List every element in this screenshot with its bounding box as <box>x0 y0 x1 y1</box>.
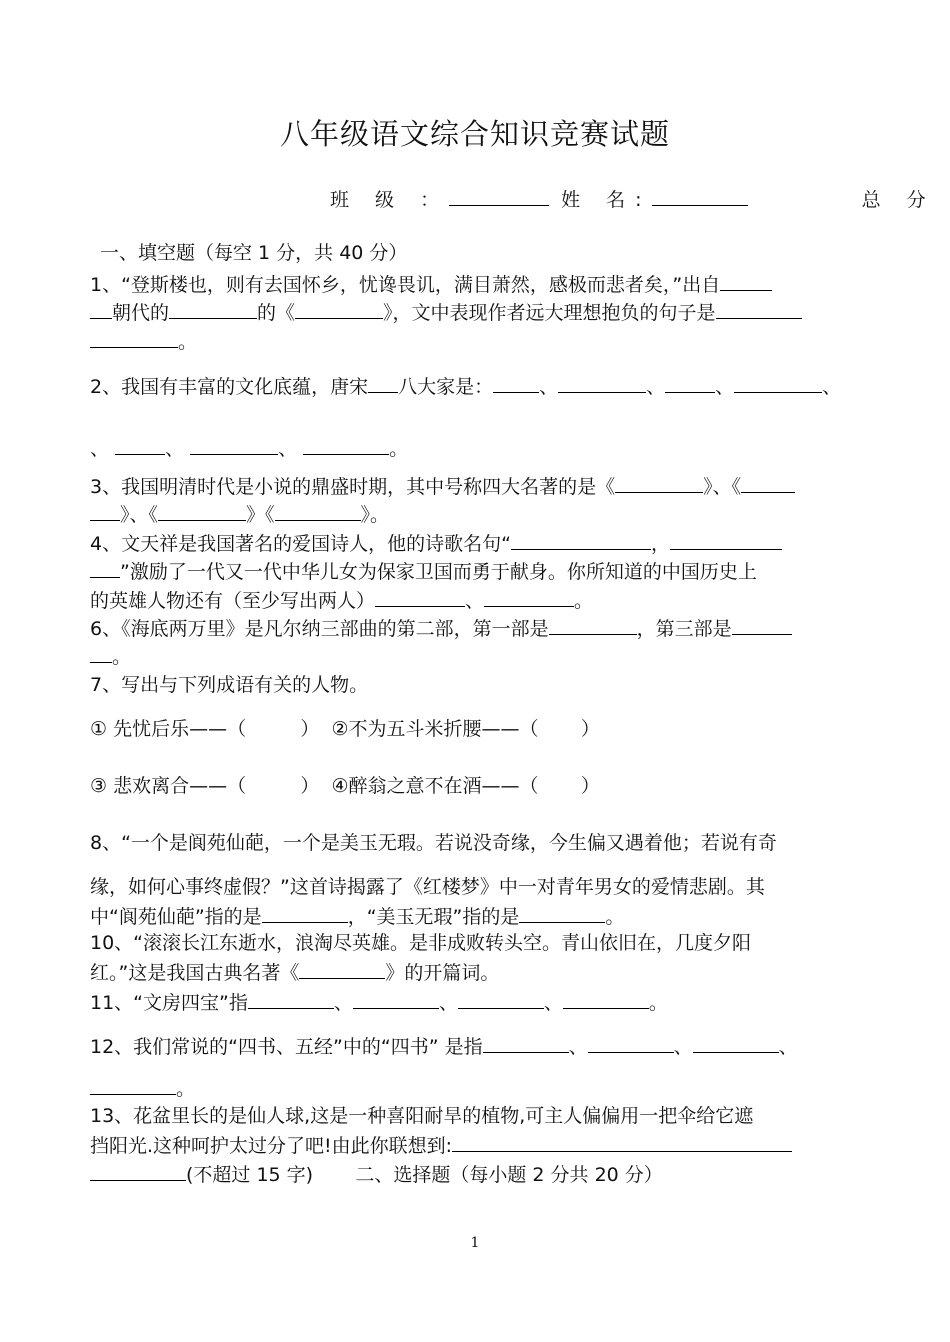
answer-blank <box>741 472 795 493</box>
name-label: 姓 名: <box>561 189 652 211</box>
class-label: 班 级 ： <box>330 189 450 211</box>
answer-blank <box>493 372 539 393</box>
q8-line-1: 8、“一个是阆苑仙葩，一个是美玉无瑕。若说没奇缘，今生偏又遇着他；若说有奇 <box>90 832 777 854</box>
answer-blank <box>519 902 605 923</box>
q2-line-2: 、 、 、 。 <box>90 434 862 462</box>
q1-text: 1、“登斯楼也，则有去国怀乡，忧谗畏讥，满目萧然，感极而悲者矣，”出自 <box>90 273 721 296</box>
answer-blank <box>693 1032 779 1053</box>
answer-blank <box>262 902 348 923</box>
q13-line-2 <box>90 1131 862 1159</box>
q4-text: ”激励了一代又一代中华儿女为保家卫国而勇于献身。你所知道的中国历史上 <box>120 560 757 583</box>
q1-text: 》，文中表现作者远大理想抱负的句子是 <box>383 301 716 324</box>
q12-line-1: 12、我们常说的“四书、五经”中的“四书” 是指 、 、 、 <box>90 1032 862 1060</box>
q10-line-2 <box>90 958 862 986</box>
q2-line-1: 2、我国有丰富的文化底蕴，唐宋 八大家是： 、 、 、 、 <box>90 372 862 400</box>
student-info-row <box>330 185 936 212</box>
q1-line-2 <box>90 298 862 326</box>
answer-blank <box>275 500 361 521</box>
answer-blank <box>720 270 772 291</box>
answer-blank <box>511 529 651 550</box>
q2-text: 八大家是： <box>398 375 494 398</box>
score-label: 总 分 <box>861 189 936 211</box>
answer-blank <box>732 614 792 635</box>
answer-blank <box>248 988 334 1009</box>
q13-line-3 <box>90 1160 862 1188</box>
q1-text: 的《 <box>257 301 296 324</box>
q1-text: 。 <box>178 330 198 353</box>
answer-blank <box>375 586 465 607</box>
class-blank <box>449 185 549 206</box>
answer-blank <box>115 434 165 455</box>
answer-blank <box>169 298 257 319</box>
answer-blank <box>734 372 822 393</box>
answer-blank <box>90 298 112 319</box>
q12-text: 12、我们常说的“四书、五经”中的“四书” 是指 <box>90 1035 483 1058</box>
q1-text: 朝代的 <box>112 301 170 324</box>
answer-blank <box>90 327 178 348</box>
q4-line-2 <box>90 557 862 585</box>
answer-blank <box>458 988 544 1009</box>
answer-blank <box>353 988 439 1009</box>
q2-text: 。 <box>389 437 409 460</box>
section-heading-2: 二、选择题（每小题 2 分共 20 分） <box>355 1163 663 1186</box>
q1-line-3 <box>90 327 862 355</box>
q6-text: 6、《海底两万里》是凡尔纳三部曲的第二部，第一部是 <box>90 617 549 640</box>
section-heading-1: 一、填空题（每空 1 分，共 40 分） <box>100 242 408 264</box>
answer-blank <box>90 500 120 521</box>
answer-blank <box>716 298 802 319</box>
q3-text: 》、《 <box>703 475 742 498</box>
answer-blank <box>303 434 389 455</box>
q4-line-3: 的英雄人物还有（至少写出两人） 、 。 <box>90 586 862 614</box>
q10-text: 红。”这是我国古典名著《 <box>90 961 300 984</box>
q2-text: 2、我国有丰富的文化底蕴，唐宋 <box>90 375 369 398</box>
page-title: 八年级语文综合知识竞赛试题 <box>279 117 670 151</box>
q7-item-1: ① 先忧后乐——（ ） ②不为五斗米折腰——（ ） <box>90 718 600 740</box>
q1-line-1 <box>90 270 862 298</box>
answer-blank <box>368 372 398 393</box>
answer-blank <box>588 1032 674 1053</box>
page-number: 1 <box>470 1235 480 1251</box>
q7-item-2: ③ 悲欢离合——（ ） ④醉翁之意不在酒——（ ） <box>90 775 600 797</box>
q6-line-1 <box>90 614 862 642</box>
q3-text: 》、《 <box>120 503 159 526</box>
q6-text: ，第三部是 <box>636 617 732 640</box>
q12-line-2: 。 <box>90 1074 862 1102</box>
answer-blank <box>90 1074 176 1095</box>
q3-line-2 <box>90 500 862 528</box>
q10-line-1: 10、“滚滚长江东逝水，浪淘尽英雄。是非成败转头空。青山依旧在，几度夕阳 <box>90 932 752 954</box>
q4-line-1: 4、文天祥是我国著名的爱国诗人，他的诗歌名句“ ， <box>90 529 862 557</box>
q4-text: 4、文天祥是我国著名的爱国诗人，他的诗歌名句“ <box>90 532 511 555</box>
q3-line-1 <box>90 472 862 500</box>
q3-text: 3、我国明清时代是小说的鼎盛时期，其中号称四大名著的是《 <box>90 475 616 498</box>
q4-text: 的英雄人物还有（至少写出两人） <box>90 589 376 612</box>
q3-text: 》。 <box>360 503 390 526</box>
q8-text: ，“美玉无瑕”指的是 <box>347 905 520 928</box>
q7-heading: 7、写出与下列成语有关的人物。 <box>90 674 369 696</box>
q11-line: 11、“文房四宝”指 、 、 、 。 <box>90 988 862 1016</box>
q8-line-3: 中“阆苑仙葩”指的是 ，“美玉无瑕”指的是 。 <box>90 902 862 930</box>
answer-blank <box>670 529 782 550</box>
answer-blank <box>90 557 120 578</box>
answer-blank <box>484 586 574 607</box>
q11-text: 11、“文房四宝”指 <box>90 991 248 1014</box>
answer-blank <box>299 958 385 979</box>
q6-line-2: 。 <box>90 642 862 670</box>
answer-blank <box>295 298 383 319</box>
answer-blank <box>615 472 703 493</box>
q8-text: 中“阆苑仙葩”指的是 <box>90 905 262 928</box>
answer-blank <box>90 1160 186 1181</box>
q3-text: 》《 <box>246 503 275 526</box>
answer-blank <box>452 1131 792 1152</box>
answer-blank <box>563 988 649 1009</box>
q8-line-2: 缘，如何心事终虚假？”这首诗揭露了《红楼梦》中一对青年男女的爱情悲剧。其 <box>90 876 765 898</box>
q13-line-1: 13、花盆里长的是仙人球,这是一种喜阳耐旱的植物,可主人偏偏用一把伞给它遮 <box>90 1105 754 1127</box>
answer-blank <box>190 434 278 455</box>
answer-blank <box>90 642 112 663</box>
answer-blank <box>158 500 246 521</box>
q13-text: (不超过 15 字) <box>186 1163 314 1186</box>
answer-blank <box>558 372 646 393</box>
answer-blank <box>665 372 715 393</box>
name-blank <box>652 185 748 206</box>
q13-text: 挡阳光.这种呵护太过分了吧!由此你联想到: <box>90 1134 453 1157</box>
q10-text: 》的开篇词。 <box>385 961 500 984</box>
answer-blank <box>483 1032 569 1053</box>
answer-blank <box>549 614 637 635</box>
